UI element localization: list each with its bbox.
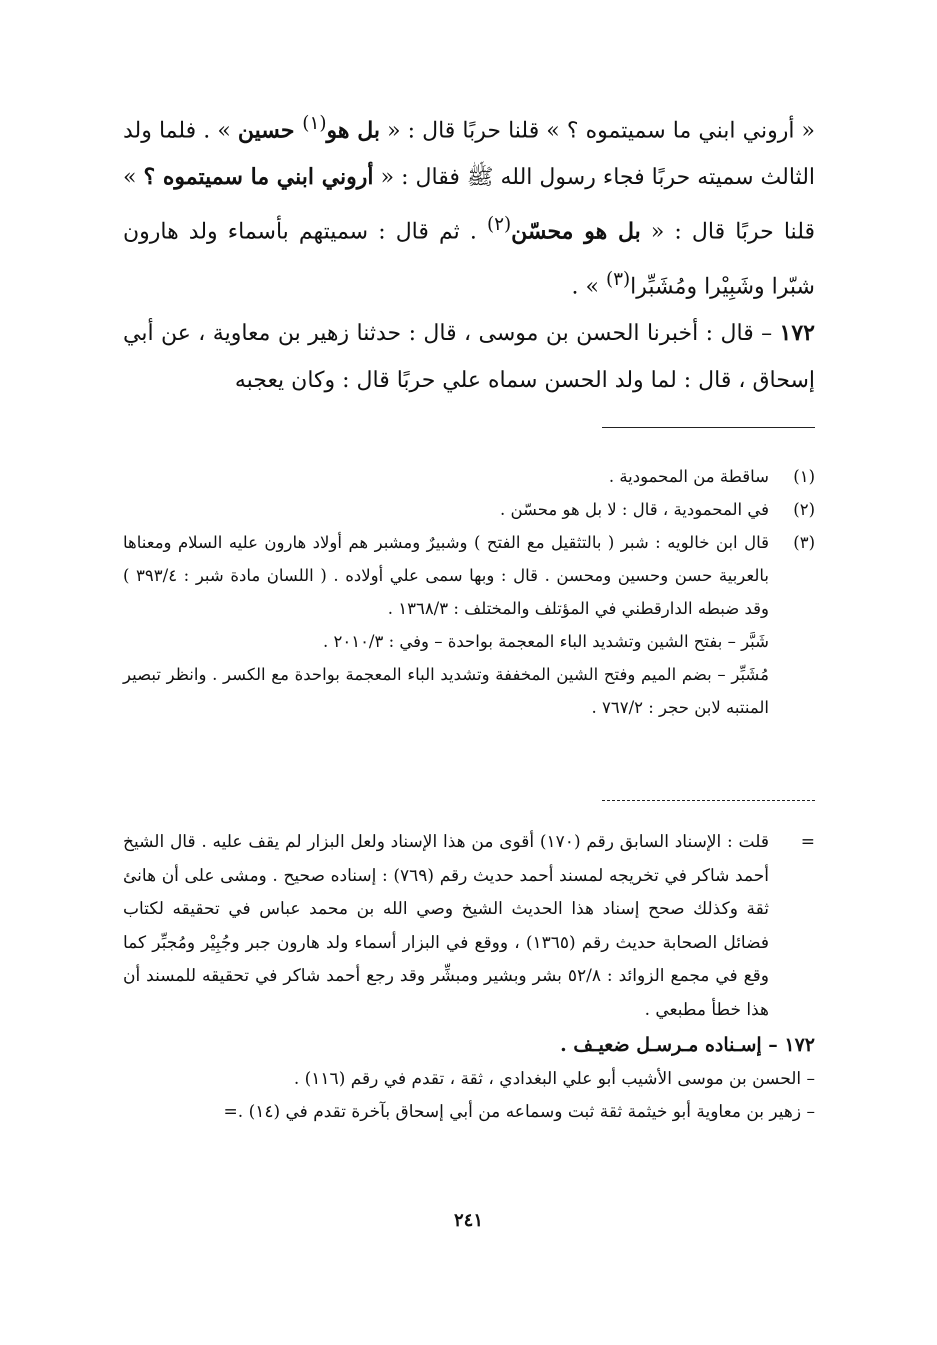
main-text <box>123 100 815 404</box>
page-number: ٢٤١ <box>453 1210 483 1231</box>
commentary-paragraph <box>123 826 815 1027</box>
footnote-item <box>123 526 815 625</box>
footnote-text: قال ابن خالويه : شبر ( بالتثقيل مع الفتح ) وشبيرٌ ومشبر هم أولاد هارون عليه السلام ومعناها بالعربية حسن وحسين ومحسن . قال : وبها سمى علي أولاده . ( اللسان مادة شبر : ٣٩٣/٤ ) وقد ضبطه الدارقطني في المؤتلف والمختلف : ١٣٦٨/٣ . <box>123 533 769 618</box>
narrator-line: – الحسن بن موسى الأشيب أبو علي البغدادي ، ثقة ، تقدم في رقم (١١٦) . <box>293 1068 815 1089</box>
hadith-paragraph <box>123 310 815 404</box>
text-run: « أروني ابني ما سميتموه ؟ » قلنا حربًا قال : « <box>379 118 815 144</box>
footnote-item <box>123 460 815 493</box>
bold-quote: بل هو محسّن <box>511 218 641 245</box>
text-run: » . فلما ولد <box>123 118 238 144</box>
hadith-text: – قال : أخبرنا الحسن بن موسى ، قال : حدثنا زهير بن معاوية ، عن أبي إسحاق ، قال : لما ولد الحسن سماه علي حربًا قال : وكان يعجبه <box>123 320 815 393</box>
commentary-text: قلت : الإسناد السابق رقم (١٧٠) أقوى من هذا الإسناد ولعل البزار لم يقف عليه . قال الشيخ أحمد شاكر في تخريجه لمسند أحمد حديث رقم (٧٦٩) : إسناده صحيح . ومشى على أن هانئ ثقة وكذلك صحح إسناد هذا الحديث الشيخ وصي الله بن محمد عباس في تحقيقه لكتاب فضائل الصحابة حديث رقم (١٣٦٥) ، ووقع في البزار أسماء ولد هارون جبر وجُبِيْر ومُجبِّر كما وقع في مجمع الزوائد : ٥٢/٨ بشر وبشير ومبشِّر وقد رجع أحمد شاكر في تحقيقه للمسند أن هذا خطأ مطبعي . <box>123 832 769 1020</box>
footnote-number: (٣) <box>793 533 815 552</box>
text-run: الثالث سميته حربًا فجاء رسول الله ﷺ فقال : « <box>373 165 816 191</box>
commentary <box>123 826 815 1130</box>
footnote-text: في المحمودية ، قال : لا بل هو محسّن . <box>499 500 769 519</box>
text-run: » . <box>571 273 606 299</box>
footnote-subline: مُشَبِّر – بضم الميم وفتح الشين المخففة وتشديد الباء المعجمة بواحدة مع الكسر . وانظر تبصير المنتبه لابن حجر : ٧٦٧/٢ . <box>123 665 769 717</box>
footnote-number: (٢) <box>793 500 815 519</box>
footnote-ref: (٣) <box>605 268 631 290</box>
hadith-number: ١٧٢ <box>779 319 815 346</box>
text-run: وشَبِيْرا ومُشَبِّرا <box>630 273 765 299</box>
footnote-ref: (٢) <box>486 214 512 236</box>
text-run: » <box>123 165 144 191</box>
footnote-divider <box>602 427 815 428</box>
commentary-heading: ١٧٢ – إسـناده مـرسـل ضعيـف . <box>560 1034 815 1056</box>
narrator-line: – زهير بن معاوية أبو خيثمة ثقة ثبت وسماعه من أبي إسحاق بآخرة تقدم في (١٤) .= <box>223 1102 815 1122</box>
text-run: . ثم قال : سميتهم بأسماء ولد هارون شبّرا <box>123 219 815 299</box>
footnotes <box>123 460 815 724</box>
text-run: قلنا حربًا قال : « <box>640 219 815 245</box>
bold-quote: حسين <box>237 117 303 144</box>
footnote-ref: (١) <box>302 113 327 134</box>
bold-quote: بل هو <box>326 117 380 144</box>
paragraph-continuation <box>123 100 815 310</box>
bold-quote: أروني ابني ما سميتموه ؟ <box>143 164 374 191</box>
continuation-mark: = <box>800 832 815 852</box>
footnote-number: (١) <box>793 467 815 486</box>
footnote-item <box>123 493 815 526</box>
footnote-text: ساقطة من المحمودية . <box>608 467 769 486</box>
commentary-divider <box>602 800 815 801</box>
footnote-subline: شَبَّر – بفتح الشين وتشديد الباء المعجمة بواحدة – وفي : ٢٠١٠/٣ . <box>322 632 769 651</box>
